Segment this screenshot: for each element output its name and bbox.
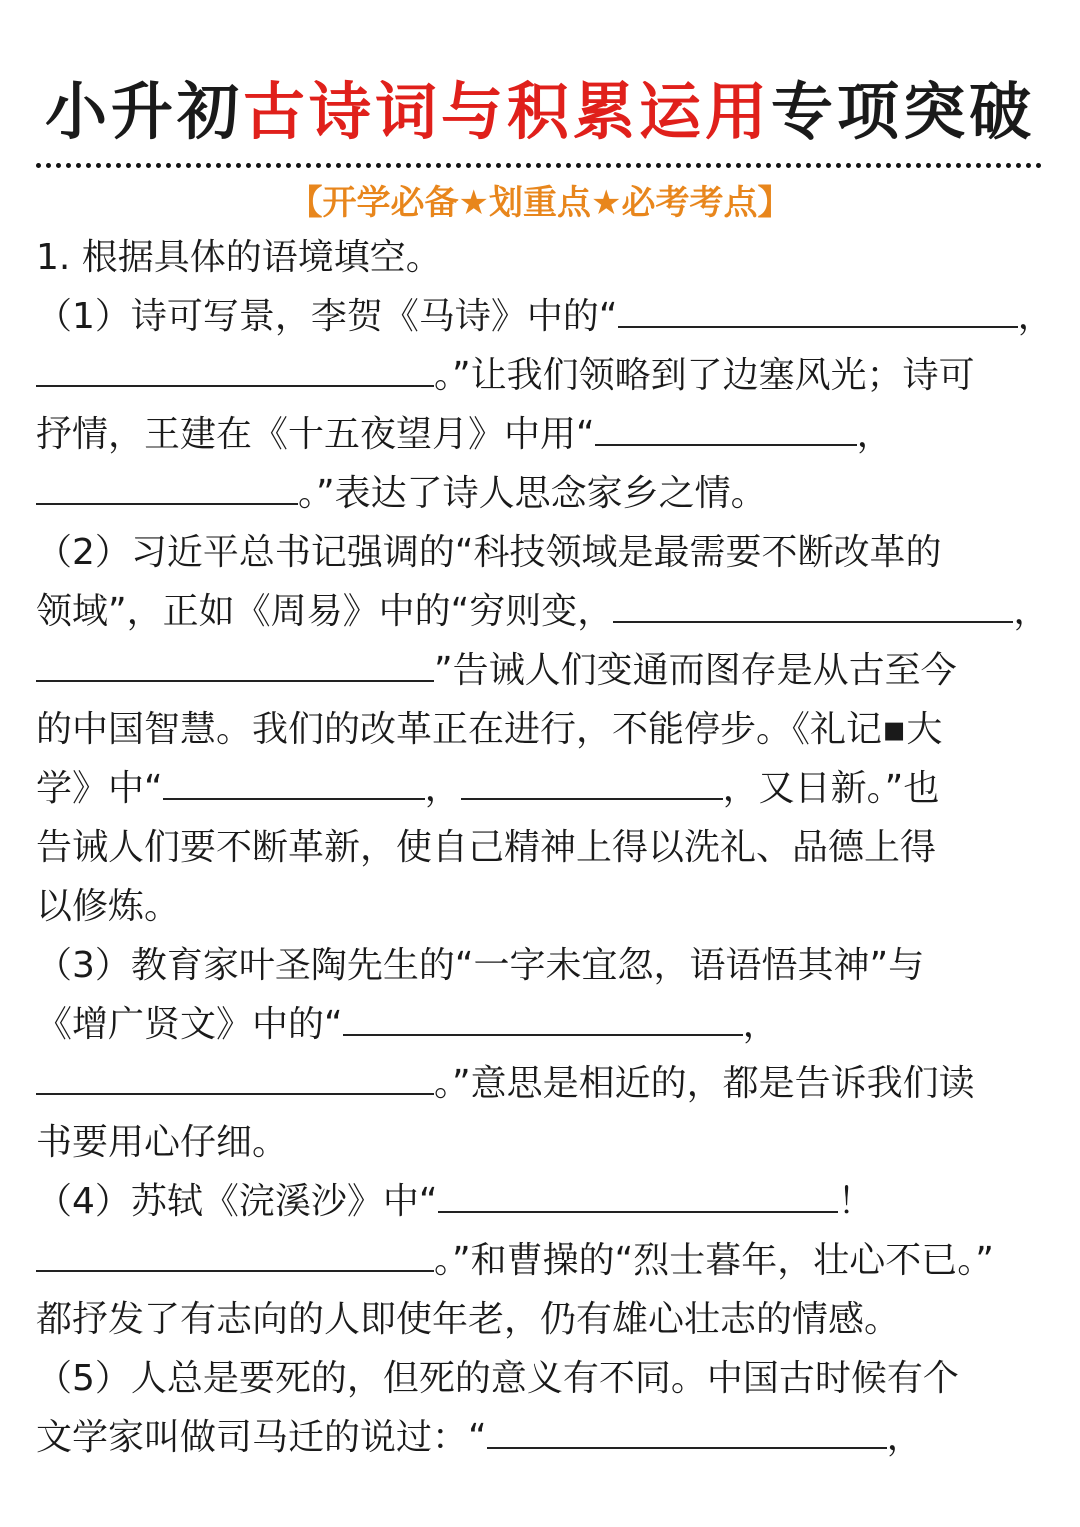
- answer-blank[interactable]: [438, 1181, 838, 1213]
- dotted-divider: [36, 163, 1042, 168]
- page-title: [0, 62, 1080, 151]
- text-line: 都抒发了有志向的人即使年老，仍有雄心壮志的情感。: [36, 1299, 901, 1340]
- answer-blank[interactable]: [613, 591, 1013, 623]
- text-line: 。”意思是相近的，都是告诉我们读: [36, 1062, 975, 1106]
- text-line: （3）教育家叶圣陶先生的“一字未宜忽，语语悟其神”与: [36, 945, 925, 986]
- text-line: 文学家叫做司马迁的说过：“ ，: [36, 1417, 923, 1458]
- title-part2-highlight: 古诗词与积累运用: [242, 75, 771, 148]
- text-line: 抒情，王建在《十五夜望月》中用“ ，: [36, 414, 893, 455]
- text-line: （4）苏轼《浣溪沙》中“ ！: [36, 1181, 874, 1222]
- text-line: （2）习近平总书记强调的“科技领域是最需要不断改革的: [36, 532, 942, 573]
- text-line: 学》中“ ， ，又日新。”也: [36, 768, 940, 809]
- answer-blank[interactable]: [618, 296, 1018, 328]
- question-heading: 1. 根据具体的语境填空。: [36, 237, 442, 278]
- answer-blank[interactable]: [36, 1063, 434, 1095]
- text-line: 。”和曹操的“烈士暮年，壮心不已。”: [36, 1239, 994, 1283]
- text-line: 的中国智慧。我们的改革正在进行，不能停步。《礼记▪大: [36, 709, 943, 750]
- text-line: 领域”，正如《周易》中的“穷则变， ，: [36, 591, 1050, 632]
- answer-blank[interactable]: [36, 1240, 434, 1272]
- text-line: 。”表达了诗人思念家乡之情。: [36, 472, 767, 516]
- text-line: 《增广贤文》中的“ ，: [36, 1004, 779, 1045]
- text-line: 书要用心仔细。: [36, 1122, 289, 1163]
- text-line: 告诫人们要不断革新，使自己精神上得以洗礼、品德上得: [36, 827, 937, 868]
- text-line: 以修炼。: [36, 886, 181, 927]
- answer-blank[interactable]: [595, 414, 857, 446]
- answer-blank[interactable]: [343, 1004, 743, 1036]
- answer-blank[interactable]: [163, 768, 425, 800]
- title-part3: 专项突破: [771, 75, 1036, 148]
- answer-blank[interactable]: [487, 1417, 887, 1449]
- text-line: 。”让我们领略到了边塞风光；诗可: [36, 354, 975, 398]
- answer-blank[interactable]: [36, 473, 298, 505]
- title-part1: 小升初: [44, 75, 243, 148]
- text-line: （1）诗可写景，李贺《马诗》中的“ ，: [36, 296, 1054, 337]
- text-line: ”告诫人们变通而图存是从古至今: [36, 649, 957, 693]
- answer-blank[interactable]: [36, 650, 434, 682]
- answer-blank[interactable]: [36, 355, 434, 387]
- text-line: （5）人总是要死的，但死的意义有不同。中国古时候有个: [36, 1358, 959, 1399]
- subtitle: 【开学必备★划重点★必考考点】: [288, 183, 792, 223]
- answer-blank[interactable]: [461, 768, 723, 800]
